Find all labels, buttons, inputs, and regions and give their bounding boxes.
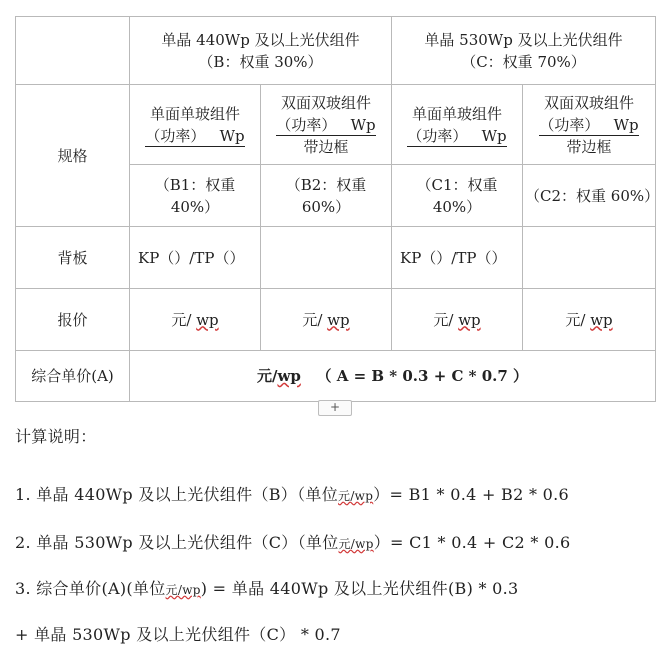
- c1-power: （功率） Wp: [407, 126, 507, 145]
- b2-weight: （B2：权重 60%）: [285, 175, 367, 216]
- c1-weight-cell[interactable]: [392, 165, 523, 227]
- composite-label-cell[interactable]: [16, 351, 130, 402]
- backsheet-label-cell[interactable]: [16, 227, 130, 289]
- composite-label: 综合单价(A): [31, 367, 114, 385]
- price-unit: 元/ wp: [565, 310, 613, 329]
- header-c-weight: （C：权重 70%）: [461, 52, 586, 71]
- header-b-cell[interactable]: [130, 17, 392, 85]
- c2-spec-cell[interactable]: [523, 85, 656, 165]
- price-c2-cell[interactable]: [523, 289, 656, 351]
- b1-power: （功率） Wp: [145, 126, 245, 145]
- header-c-cell[interactable]: [392, 17, 656, 85]
- backsheet-b1-cell[interactable]: [130, 227, 261, 289]
- backsheet-c1-cell[interactable]: [392, 227, 523, 289]
- b2-frame: 带边框: [303, 137, 349, 156]
- backsheet-c2-cell[interactable]: [523, 227, 656, 289]
- price-b2-cell[interactable]: [261, 289, 392, 351]
- backsheet-b1-value: KP（）/TP（）: [138, 248, 245, 267]
- b2-weight-cell[interactable]: [261, 165, 392, 227]
- composite-formula-cell[interactable]: [130, 351, 656, 402]
- price-unit: 元/ wp: [302, 310, 350, 329]
- notes-line-3: 3. 综合单价(A)(单位元/wp) = 单晶 440Wp 及以上光伏组件(B) * 0.3: [15, 579, 519, 598]
- b1-name: 单面单玻组件: [149, 104, 240, 123]
- b2-power: （功率） Wp: [276, 115, 376, 134]
- b1-weight: （B1：权重 40%）: [154, 175, 236, 216]
- pricing-table: [15, 16, 660, 402]
- notes-line-4: + 单晶 530Wp 及以上光伏组件（C） * 0.7: [15, 625, 341, 644]
- c2-weight-cell[interactable]: [523, 165, 660, 227]
- add-row-button[interactable]: +: [318, 400, 352, 416]
- composite-unit: 元/wp: [256, 367, 301, 385]
- price-c1-cell[interactable]: [392, 289, 523, 351]
- c1-spec-cell[interactable]: [392, 85, 523, 165]
- backsheet-label: 背板: [57, 248, 88, 267]
- c1-weight: （C1：权重 40%）: [416, 175, 498, 216]
- backsheet-b2-cell[interactable]: [261, 227, 392, 289]
- spec-label: 规格: [57, 146, 88, 165]
- c2-power: （功率） Wp: [539, 115, 639, 134]
- notes-line-1: 1. 单晶 440Wp 及以上光伏组件（B）（单位元/wp）= B1 * 0.4 + B2 * 0.6: [15, 485, 569, 504]
- price-unit: 元/ wp: [171, 310, 219, 329]
- spec-label-cell[interactable]: [16, 85, 130, 227]
- b1-weight-cell[interactable]: [130, 165, 261, 227]
- b1-spec-cell[interactable]: [130, 85, 261, 165]
- header-b-title: 单晶 440Wp 及以上光伏组件: [161, 30, 360, 49]
- price-unit: 元/ wp: [433, 310, 481, 329]
- b2-spec-cell[interactable]: [261, 85, 392, 165]
- composite-formula: （ A = B * 0.3 + C * 0.7 ）: [316, 367, 529, 385]
- c2-frame: 带边框: [566, 137, 612, 156]
- header-c-title: 单晶 530Wp 及以上光伏组件: [424, 30, 623, 49]
- b2-name: 双面双玻组件: [280, 93, 371, 112]
- header-b-weight: （B：权重 30%）: [198, 52, 323, 71]
- c2-name: 双面双玻组件: [543, 93, 634, 112]
- c1-name: 单面单玻组件: [411, 104, 502, 123]
- price-label-cell[interactable]: [16, 289, 130, 351]
- c2-weight: （C2：权重 60%）: [525, 186, 660, 205]
- notes-line-2: 2. 单晶 530Wp 及以上光伏组件（C）（单位元/wp）= C1 * 0.4 + C2 * 0.6: [15, 533, 571, 552]
- price-label: 报价: [57, 310, 88, 329]
- notes-title: 计算说明：: [15, 427, 97, 446]
- backsheet-c1-value: KP（）/TP（）: [400, 248, 507, 267]
- corner-cell[interactable]: [16, 17, 130, 85]
- price-b1-cell[interactable]: [130, 289, 261, 351]
